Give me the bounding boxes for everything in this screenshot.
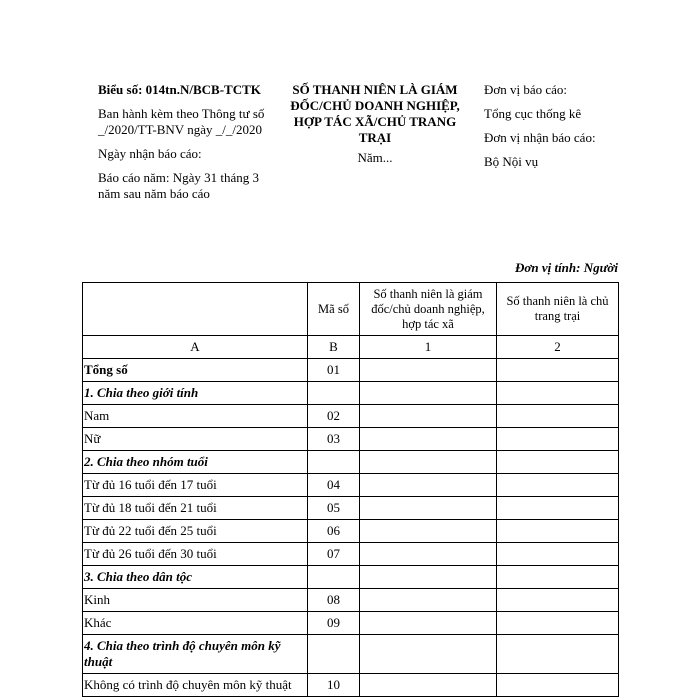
- value-cell: [497, 612, 619, 635]
- table-row: [83, 497, 619, 520]
- issued-with-note: Ban hành kèm theo Thông tư số _/2020/TT-BNV ngày _/_/2020: [98, 106, 265, 137]
- value-cell: [360, 474, 497, 497]
- value-cell: [360, 674, 497, 697]
- receiving-unit: Bộ Nội vụ: [484, 154, 539, 169]
- value-cell: [497, 474, 619, 497]
- header-cell-code: Mã số: [308, 283, 360, 336]
- row-code: 01: [308, 359, 360, 382]
- row-code: 06: [308, 520, 360, 543]
- value-cell: [360, 543, 497, 566]
- row-name: Từ đủ 22 tuổi đến 25 tuổi: [83, 520, 308, 543]
- column-label: B: [308, 336, 360, 359]
- value-cell: [497, 543, 619, 566]
- table-row: [83, 589, 619, 612]
- table-row: [83, 451, 619, 474]
- row-name: Từ đủ 18 tuổi đến 21 tuổi: [83, 497, 308, 520]
- value-cell: [360, 382, 497, 405]
- row-code: 04: [308, 474, 360, 497]
- receive-date-label: Ngày nhận báo cáo:: [98, 146, 202, 161]
- header-right: [484, 82, 614, 178]
- value-cell: [360, 612, 497, 635]
- row-group-name: 4. Chia theo trình độ chuyên môn kỹ thuật: [83, 635, 308, 674]
- value-cell: [360, 589, 497, 612]
- row-code: 10: [308, 674, 360, 697]
- value-cell: [497, 520, 619, 543]
- value-cell: [360, 428, 497, 451]
- row-code: 09: [308, 612, 360, 635]
- report-table: [82, 282, 619, 697]
- receiving-unit-label: Đơn vị nhận báo cáo:: [484, 130, 596, 145]
- row-code: 03: [308, 428, 360, 451]
- row-name: Từ đủ 26 tuổi đến 30 tuổi: [83, 543, 308, 566]
- value-cell: [360, 520, 497, 543]
- table-row: [83, 359, 619, 382]
- header-cell-farm-owners: Số thanh niên là chủ trang trại: [497, 283, 619, 336]
- value-cell: [497, 451, 619, 474]
- value-cell: [360, 451, 497, 474]
- table-row: [83, 674, 619, 697]
- row-code: [308, 566, 360, 589]
- row-code: [308, 451, 360, 474]
- value-cell: [360, 359, 497, 382]
- row-name: Khác: [83, 612, 308, 635]
- row-group-name: 3. Chia theo dân tộc: [83, 566, 308, 589]
- row-name: Kinh: [83, 589, 308, 612]
- value-cell: [497, 497, 619, 520]
- row-code: 02: [308, 405, 360, 428]
- table-row: [83, 566, 619, 589]
- header-cell-directors: Số thanh niên là giám đốc/chủ doanh nghiệp, hợp tác xã: [360, 283, 497, 336]
- value-cell: [497, 405, 619, 428]
- row-group-name: 2. Chia theo nhóm tuổi: [83, 451, 308, 474]
- table-row: [83, 382, 619, 405]
- value-cell: [497, 589, 619, 612]
- header-cell-indicator: [83, 283, 308, 336]
- table-row: [83, 635, 619, 674]
- reporting-unit-label: Đơn vị báo cáo:: [484, 82, 568, 97]
- unit-note: Đơn vị tính: Người: [514, 260, 618, 275]
- table-row: [83, 520, 619, 543]
- report-year: Năm...: [357, 150, 393, 165]
- value-cell: [497, 635, 619, 674]
- row-code: 07: [308, 543, 360, 566]
- value-cell: [360, 566, 497, 589]
- table-row: [83, 428, 619, 451]
- row-name: Nữ: [83, 428, 308, 451]
- table-row: [83, 474, 619, 497]
- report-period: Báo cáo năm: Ngày 31 tháng 3 năm sau năm báo cáo: [98, 170, 260, 201]
- header-left: [98, 82, 268, 210]
- row-code: 08: [308, 589, 360, 612]
- report-title: SỐ THANH NIÊN LÀ GIÁM ĐỐC/CHỦ DOANH NGHIỆP, HỢP TÁC XÃ/CHỦ TRANG TRẠI: [290, 82, 460, 145]
- table-row: [83, 543, 619, 566]
- row-name: Nam: [83, 405, 308, 428]
- row-name: Từ đủ 16 tuổi đến 17 tuổi: [83, 474, 308, 497]
- table-row: [83, 612, 619, 635]
- value-cell: [497, 674, 619, 697]
- value-cell: [497, 359, 619, 382]
- value-cell: [497, 428, 619, 451]
- form-number: Biểu số: 014tn.N/BCB-TCTK: [98, 82, 261, 97]
- value-cell: [360, 635, 497, 674]
- column-label: 2: [497, 336, 619, 359]
- row-code: [308, 382, 360, 405]
- value-cell: [360, 405, 497, 428]
- row-name: Tổng số: [83, 359, 308, 382]
- value-cell: [497, 382, 619, 405]
- column-label: A: [83, 336, 308, 359]
- row-code: 05: [308, 497, 360, 520]
- column-label: 1: [360, 336, 497, 359]
- table-row: [83, 405, 619, 428]
- value-cell: [360, 497, 497, 520]
- row-group-name: 1. Chia theo giới tính: [83, 382, 308, 405]
- reporting-unit: Tổng cục thống kê: [484, 106, 582, 121]
- row-code: [308, 635, 360, 674]
- header-center: [280, 82, 470, 166]
- row-name: Không có trình độ chuyên môn kỹ thuật: [83, 674, 308, 697]
- value-cell: [497, 566, 619, 589]
